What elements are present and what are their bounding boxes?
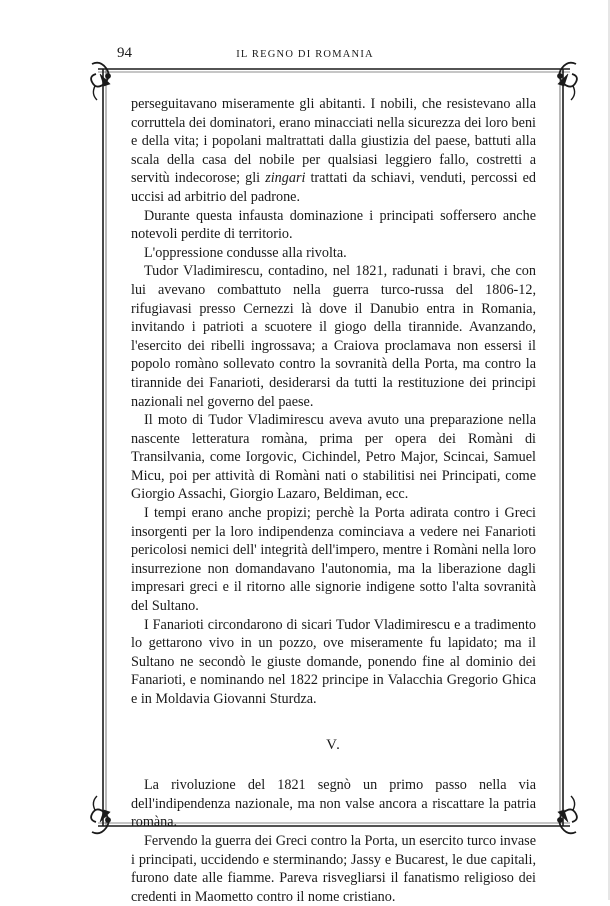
corner-ornament-bottom-right	[558, 796, 577, 833]
corner-ornament-bottom-left	[91, 796, 110, 833]
italic-word: zingari	[265, 170, 306, 187]
running-title: IL REGNO DI ROMANIA	[236, 49, 374, 60]
paragraph: Durante questa infausta dominazione i principati soffersero anche notevoli perdite di territorio.	[131, 207, 536, 243]
paragraph: Tudor Vladimirescu, contadino, nel 1821, radunati i bravi, che con lui avevano combattuto nella guerra turco-russa del 1806-12, rifugiavasi presso Cernezzi là dove il Danubio entra in Romania, invitando i patrioti a scuotere il giogo della tirannide. Avanzando, l'esercito dei ribelli ingrossava; a Craiova proclamava non essersi il popolo romàno sollevato contro la sovranità della Porta, ma contro la tirannide dei Fanarioti, desiderarsi da tutti la restituzione dei principi nazionali nel governo del paese.	[131, 263, 536, 410]
page-number: 94	[117, 45, 132, 61]
paragraph: L'oppressione condusse alla rivolta.	[144, 244, 347, 261]
paragraph: perseguitavano miseramente gli abitanti. I nobili, che resistevano alla corruttela dei dominatori, erano minacciati nella sicurezza dei loro beni e della vita; i popolani maltrattati dalla giustizia del paese, battuti alla scala della casa del nobile per qualsiasi leggiero fallo, costretti a servitù indecorose; gli zingari trattati da schiavi, venduti, percossi ed uccisi ad arbitrio del padrone.	[131, 96, 536, 205]
paragraph: Fervendo la guerra dei Greci contro la Porta, un esercito turco invase i principati, uccidendo e sterminando; Jassy e Bucarest, le due capitali, furono date alle fiamme. Pareva risvegliarsi il fanatismo religioso dei credenti in Maometto contro il nome cristiano.	[131, 832, 536, 905]
paragraph: I tempi erano anche propizi; perchè la Porta adirata contro i Greci insorgenti per la loro indipendenza cominciava a vedere nei Fanarioti pericolosi nemici dell' integrità dell'impero, mentre i Romàni nella loro insurrezione non domandavano l'autonomia, ma la liberazione dagli impresari greci e il ritorno alle signorie indigene sotto l'alta sovranità del Sultano.	[131, 505, 536, 615]
page-body	[131, 95, 536, 906]
corner-ornament-top-right	[558, 63, 577, 100]
paragraph: La rivoluzione del 1821 segnò un primo passo nella via dell'indipendenza nazionale, ma non valse ancora a riscattare la patria romàna.	[131, 777, 536, 831]
corner-ornament-top-left	[91, 63, 110, 100]
paragraph: I Fanarioti circondarono di sicari Tudor Vladimirescu e a tradimento lo gettarono vivo in un pozzo, ove miseramente fu lapidato; ma il Sultano ne secondò le giuste domande, ponendo fine al dominio dei Fanarioti, e nominando nel 1822 principe in Valacchia Gregorio Ghica e in Moldavia Giovanni Sturdza.	[131, 616, 536, 707]
paragraph: Il moto di Tudor Vladimirescu aveva avuto una preparazione nella nascente letteratura romàna, prima per opera dei Romàni di Transilvania, come Iorgovic, Cichindel, Petro Major, Scincai, Samuel Micu, poi per attività di Romàni nati o stabilitisi nei Principati, come Giorgio Assachi, Giorgio Lazaro, Beldiman, ecc.	[131, 412, 536, 503]
section-heading: V.	[326, 736, 341, 753]
